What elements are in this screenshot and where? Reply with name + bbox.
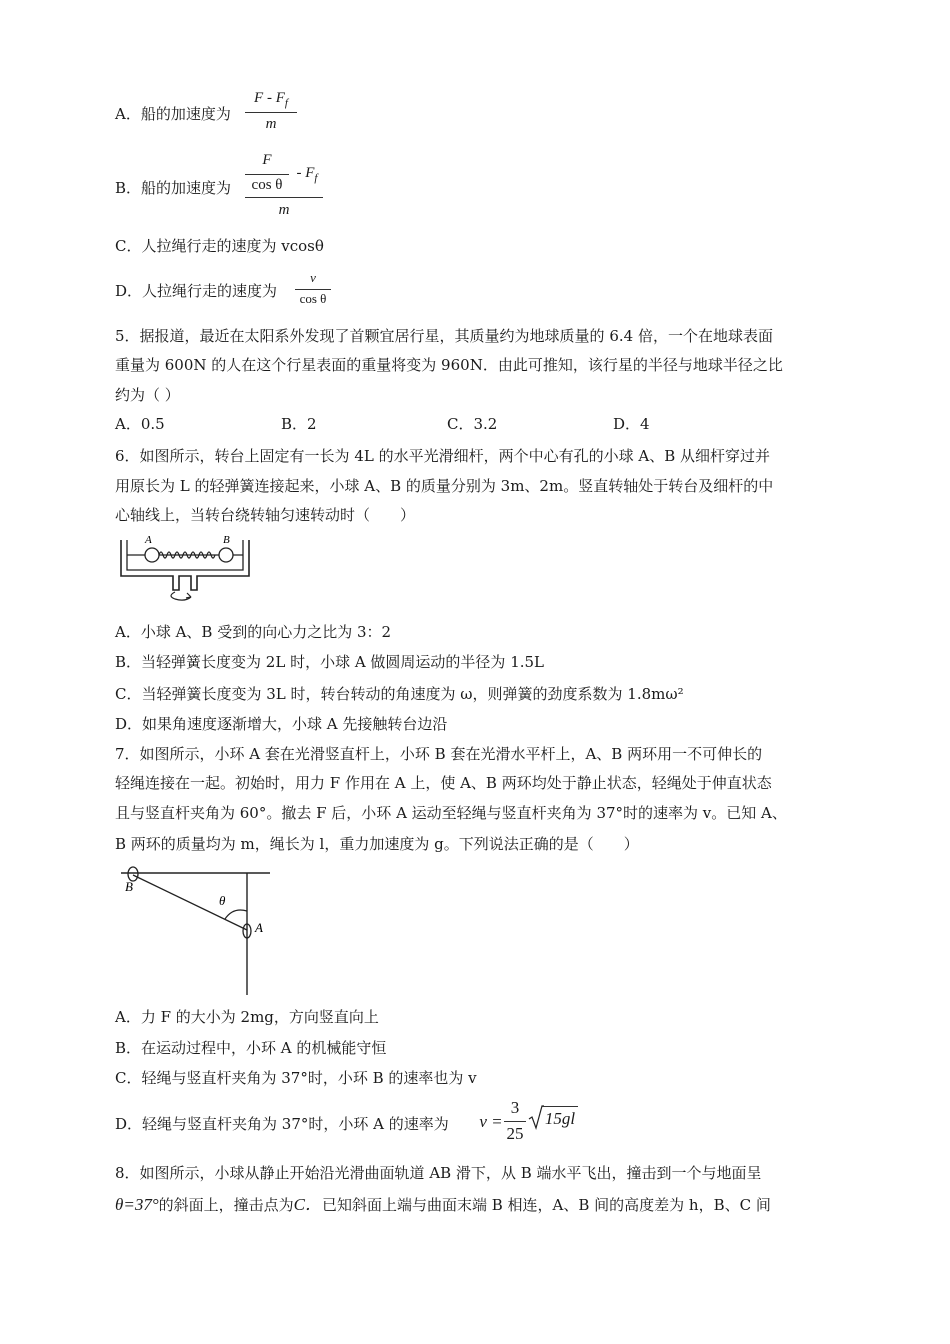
q7-d-lhs: v =: [479, 1112, 503, 1131]
q4-option-b-text: B．船的加速度为: [115, 179, 232, 197]
q8-line-2: [115, 1195, 771, 1215]
q5-line-2: 重量为 600N 的人在这个行星表面的重量将变为 960N．由此可推知，该行星的半径与地球半径之比: [115, 356, 783, 374]
q4-a-numerator: [245, 90, 297, 109]
q4-b-inner-bar: [245, 174, 289, 175]
q7-line-4: B 两环的质量均为 m，绳长为 l，重力加速度为 g。下列说法正确的是（ ）: [115, 835, 639, 853]
q4-d-denominator: cos θ: [299, 291, 327, 306]
q4-b-inner-numerator: F: [262, 152, 272, 168]
angle-arc: [225, 910, 247, 919]
q6-line-1: 6．如图所示，转台上固定有一长为 4L 的水平光滑细杆，两个中心有孔的小球 A、B 从细杆穿过并: [115, 447, 770, 465]
q4-b-minus-sub: f: [314, 172, 318, 184]
q4-option-d: [115, 281, 277, 301]
q6-option-b: B．当轻弹簧长度变为 2L 时，小球 A 做圆周运动的半径为 1.5L: [115, 653, 545, 671]
q7-d-fraction-bar: [504, 1121, 526, 1122]
rope: [133, 875, 247, 930]
q8-theta-value: θ=37°: [115, 1195, 159, 1214]
ball-a: [145, 548, 159, 562]
q4-option-b: [115, 178, 231, 198]
q4-option-a: [115, 104, 231, 124]
q4-option-a-text: A．船的加速度为: [115, 105, 231, 123]
q7-option-d: [115, 1114, 449, 1134]
q4-a-num-sub: f: [284, 97, 288, 109]
q6-line-2: 用原长为 L 的轻弹簧连接起来，小球 A、B 的质量分别为 3m、2m。竖直转轴处于转台及细杆的中: [115, 477, 774, 495]
q7-option-b: B．在运动过程中，小环 A 的机械能守恒: [115, 1039, 387, 1057]
q7-line-3: 且与竖直杆夹角为 60°。撤去 F 后，小环 A 运动至轻绳与竖直杆夹角为 37°时的速率为 v。已知 A、: [115, 804, 787, 822]
q4-b-minus-term: [290, 165, 324, 184]
sqrt-overline: [542, 1106, 578, 1107]
q7-d-denominator: 25: [506, 1124, 524, 1143]
ring-b-label: B: [125, 879, 133, 894]
q6-option-a: A．小球 A、B 受到的向心力之比为 3：2: [115, 623, 392, 641]
q5-option-c: C．3.2: [447, 415, 498, 433]
q7-d-radicand: 15gl: [544, 1109, 576, 1128]
q8-line-1: 8．如图所示，小球从静止开始沿光滑曲面轨道 AB 滑下，从 B 端水平飞出，撞击到一个与地面呈: [115, 1164, 762, 1182]
q4-b-denominator: m: [278, 202, 290, 218]
rings-figure: [115, 865, 275, 1000]
q8-point-c: C．: [293, 1195, 322, 1214]
q4-option-c: C．人拉绳行走的速度为 vcosθ: [115, 237, 324, 255]
ring-a-label: A: [255, 920, 263, 935]
q4-a-denominator: m: [265, 116, 277, 132]
q7-option-d-text: D．轻绳与竖直杆夹角为 37°时，小环 A 的速率为: [115, 1115, 449, 1133]
turntable-outline: [121, 540, 249, 590]
q5-line-3: 约为（ ）: [115, 386, 180, 404]
q5-option-a: A．0.5: [115, 415, 165, 433]
ball-a-label: A: [145, 534, 152, 546]
q4-a-fraction-bar: [245, 112, 297, 113]
q4-b-fraction-bar: [245, 197, 323, 198]
q7-option-a: A．力 F 的大小为 2mg，方向竖直向上: [115, 1008, 379, 1026]
q5-option-d: D．4: [613, 415, 650, 433]
q4-a-num-text: F - F: [254, 90, 285, 106]
q6-option-c: C．当轻弹簧长度变为 3L 时，转台转动的角速度为 ω，则弹簧的劲度系数为 1.8mω²: [115, 685, 684, 703]
ball-b: [219, 548, 233, 562]
q4-option-d-text: D．人拉绳行走的速度为: [115, 282, 278, 300]
theta-label: θ: [219, 893, 226, 908]
q7-option-c: C．轻绳与竖直杆夹角为 37°时，小环 B 的速率也为 v: [115, 1069, 477, 1087]
q5-options: [115, 414, 835, 434]
q8-line-2-d: 已知斜面上端与曲面末端 B 相连，A、B 间的高度差为 h，B、C 间: [321, 1196, 771, 1214]
turntable-figure: [115, 530, 255, 605]
q4-b-minus-text: - F: [296, 165, 315, 181]
q4-d-fraction-bar: [295, 289, 331, 290]
q4-d-numerator: v: [310, 270, 316, 285]
spring: [159, 552, 215, 558]
q8-line-2-b: 的斜面上，撞击点为: [158, 1196, 294, 1214]
q5-line-1: 5．据报道，最近在太阳系外发现了首颗宜居行星，其质量约为地球质量的 6.4 倍，一个在地球表面: [115, 327, 773, 345]
q7-line-1: 7．如图所示，小环 A 套在光滑竖直杆上，小环 B 套在光滑水平杆上，A、B 两环用一不可伸长的: [115, 745, 763, 763]
q5-option-b: B．2: [281, 415, 317, 433]
q4-b-inner-denominator: cos θ: [251, 177, 283, 193]
ball-b-label: B: [223, 534, 230, 546]
q6-option-d: D．如果角速度逐渐增大，小球 A 先接触转台边沿: [115, 715, 448, 733]
rotation-arrowhead-icon: [186, 593, 191, 598]
q7-line-2: 轻绳连接在一起。初始时，用力 F 作用在 A 上，使 A、B 两环均处于静止状态，轻绳处于伸直状态: [115, 774, 772, 792]
q7-d-numerator: 3: [510, 1098, 520, 1117]
q6-line-3: 心轴线上，当转台绕转轴匀速转动时（ ）: [115, 506, 416, 524]
